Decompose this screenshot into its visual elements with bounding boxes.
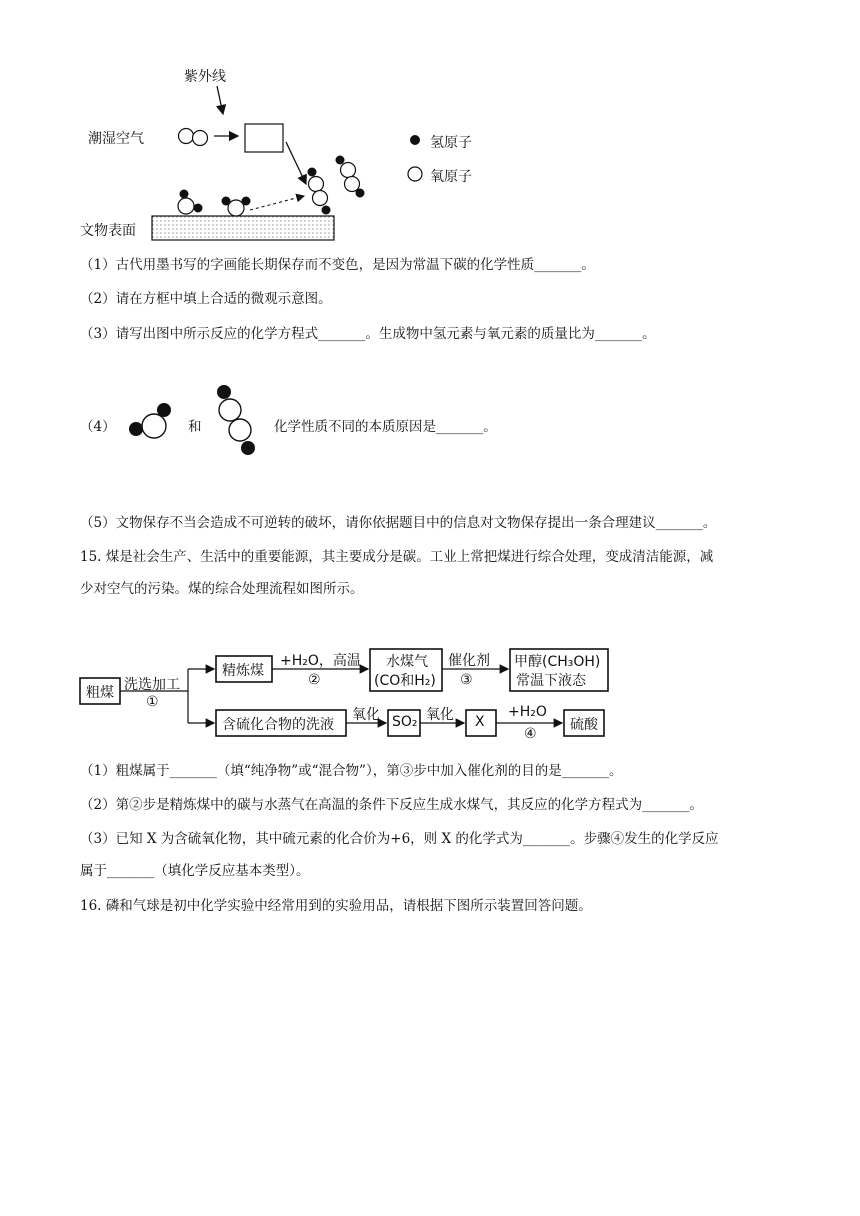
flow-so2: SO₂: [392, 714, 418, 730]
hydrogen-peroxide-molecule-icon: [212, 382, 260, 458]
flow-sulfur-wash: 含硫化合物的洗液: [222, 717, 334, 733]
flow-raw-coal: 粗煤: [86, 685, 114, 701]
box-arrow: [286, 142, 306, 184]
q14-part4-suffix: 化学性质不同的本质原因是_______。: [274, 419, 497, 435]
flow-step2: ②: [308, 672, 321, 688]
oxygen-molecule-icon: [179, 129, 208, 146]
flow-catalyst: 催化剂: [448, 653, 490, 669]
flow-water-gas-line1: 水煤气: [386, 654, 428, 670]
q15-part3-line2: 属于_______（填化学反应基本类型）。: [80, 863, 310, 879]
q16-stem: 16. 磷和气球是初中化学实验中经常用到的实验用品，请根据下图所示装置回答问题。: [80, 898, 592, 914]
flow-h2o-high-temp: +H₂O，高温: [280, 653, 361, 669]
q14-part4-and: 和: [188, 419, 202, 435]
flow-step4: ④: [524, 726, 537, 742]
oxygen-atom-legend-icon: [408, 167, 422, 181]
water-molecule-icon: [222, 197, 251, 217]
q15-part1: （1）粗煤属于_______（填“纯净物”或“混合物”），第③步中加入催化剂的目的是_______。: [80, 763, 623, 779]
legend-h-label: 氢原子: [430, 135, 472, 151]
blank-answer-box: [245, 124, 283, 152]
flow-oxidize2: 氧化: [426, 707, 454, 723]
hydrogen-peroxide-molecule-icon: [336, 156, 365, 198]
flow-wash-label: 洗选加工: [124, 677, 180, 693]
uv-arrow: [217, 86, 223, 114]
humid-air-label: 潮湿空气: [88, 131, 144, 147]
hydrogen-peroxide-molecule-icon: [308, 168, 331, 215]
flow-refined-coal: 精炼煤: [222, 663, 264, 679]
q14-part3: （3）请写出图中所示反应的化学方程式_______。生成物中氢元素与氧元素的质量比为_______。: [80, 326, 656, 342]
surface-label: 文物表面: [80, 223, 136, 239]
flow-oxidize1: 氧化: [352, 707, 380, 723]
uv-label: 紫外线: [184, 69, 226, 85]
flow-water-gas-line2: (CO和H₂): [374, 673, 436, 689]
coal-process-flowchart: [76, 646, 636, 746]
q14-part2: （2）请在方框中填上合适的微观示意图。: [80, 291, 332, 307]
water-molecule-icon: [178, 190, 203, 215]
legend-o-label: 氧原子: [430, 169, 472, 185]
q15-part2: （2）第②步是精炼煤中的碳与水蒸气在高温的条件下反应生成水煤气，其反应的化学方程式为_______。: [80, 797, 703, 813]
flow-step1: ①: [146, 694, 159, 710]
water-molecule-icon: [122, 398, 174, 444]
flow-x: X: [475, 714, 485, 730]
reaction-diagram-svg: [80, 60, 500, 250]
q15-stem-line2: 少对空气的污染。煤的综合处理流程如图所示。: [80, 581, 364, 597]
q15-stem-line1: 15. 煤是社会生产、生活中的重要能源，其主要成分是碳。工业上常把煤进行综合处理，变成清洁能源，减: [80, 549, 714, 565]
flow-plus-h2o: +H₂O: [508, 704, 547, 720]
hydrogen-atom-legend-icon: [410, 135, 420, 145]
flow-step3: ③: [460, 672, 473, 688]
q15-part3-line1: （3）已知 X 为含硫氧化物，其中硫元素的化合价为+6，则 X 的化学式为_______。步骤④发生的化学反应: [80, 831, 719, 847]
q14-part5: （5）文物保存不当会造成不可逆转的破坏，请你依据题目中的信息对文物保存提出一条合理建议_______。: [80, 515, 717, 531]
flow-methanol-line1: 甲醇(CH₃OH): [514, 654, 601, 670]
q14-part4-prefix: （4）: [80, 419, 116, 435]
dashed-arrow: [250, 196, 304, 210]
reaction-figure: [80, 60, 500, 250]
q14-part1: （1）古代用墨书写的字画能长期保存而不变色，是因为常温下碳的化学性质_______。: [80, 257, 595, 273]
artifact-surface: [152, 216, 334, 240]
flow-sulfuric-acid: 硫酸: [570, 717, 598, 733]
flow-methanol-line2: 常温下液态: [516, 673, 586, 689]
